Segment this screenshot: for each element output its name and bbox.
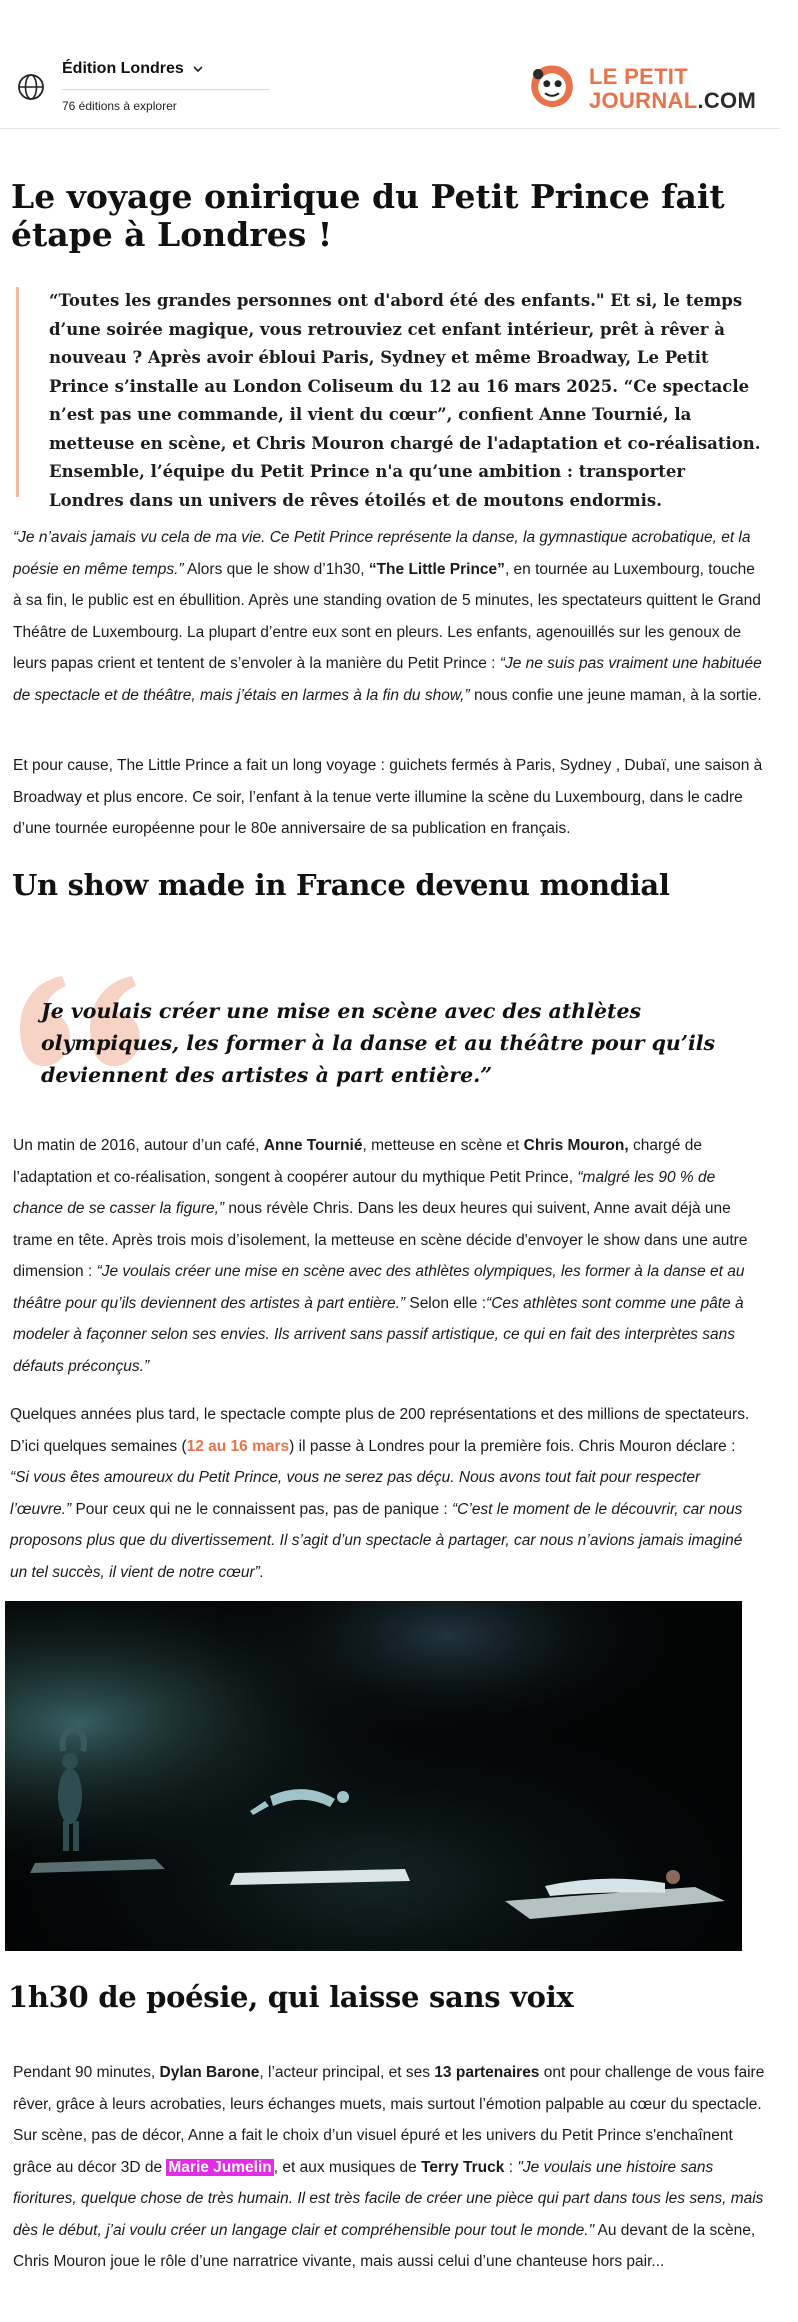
site-header bbox=[0, 0, 780, 129]
logo-mascot-icon bbox=[525, 62, 579, 114]
section-heading-1: Un show made in France devenu mondial bbox=[12, 868, 670, 902]
globe-icon[interactable] bbox=[16, 72, 46, 102]
marie-jumelin-link[interactable]: Marie Jumelin bbox=[168, 2158, 272, 2176]
lead-text: “Toutes les grandes personnes ont d'abord été des enfants." Et si, le temps d’une soirée magique, vous retrouviez cet enfant intérieur, prêt à rêver à nouveau ? Après avoir ébloui Paris, Sydney et même Broadway, Le Petit Prince s’installe au London Coliseum du 12 au 16 mars 2025. “Ce spectacle n’est pas une commande, il vient du cœur”, confient Anne Tournié, la metteuse en scène, et Chris Mouron chargé de l'adaptation et co-réalisation. Ensemble, l’équipe du Petit Prince n'a qu’une ambition : transporter Londres dans un univers de rêves étoilés et de moutons endormis. bbox=[49, 291, 761, 510]
article-lead bbox=[16, 287, 761, 510]
paragraph-2: Et pour cause, The Little Prince a fait un long voyage : guichets fermés à Paris, Sydney , Dubaï, une saison à Broadway et plus encore. Ce soir, l’enfant à la tenue verte illumine la scène du Luxembourg, dans le cadre d’une tournée européenne pour le 80e anniversaire de sa publication en français. bbox=[13, 757, 763, 837]
paragraph-5: Pendant 90 minutes, Dylan Barone, l’acteur principal, et ses 13 partenaires ont pour challenge de vous faire rêver, grâce à leurs acrobaties, leurs échanges muets, mais surtout l’émotion palpable au cœur du spectacle. Sur scène, pas de décor, Anne a fait le choix d’un visuel épuré et les univers du Petit Prince s'enchaînent grâce au décor 3D de Marie Jumelin , et aux musiques de Terry Truck : "Je voulais une histoire sans fioritures, quelque chose de très humain. Il est très facile de créer une pièce qui part dans tous les sens, mais dès le début, j’ai voulu créer un langage clair et compréhensible pour tout le monde." Au devant de la scène, Chris Mouron joue le rôle d’une narratrice vivante, mais aussi celui d’une chanteuse hors pair... bbox=[13, 2064, 765, 2270]
site-logo[interactable] bbox=[525, 58, 755, 118]
article-title: Le voyage onirique du Petit Prince fait étape à Londres ! bbox=[11, 177, 725, 254]
edition-selector[interactable] bbox=[62, 60, 204, 78]
edition-divider bbox=[62, 89, 270, 90]
editions-count: 76 éditions à explorer bbox=[62, 99, 177, 113]
paragraph-3: Un matin de 2016, autour d’un café, Anne Tournié, metteuse en scène et Chris Mouron, chargé de l’adaptation et co-réalisation, songent à coopérer autour du mythique Petit Prince, “malgré les 90 % de chance de se casser la figure,” nous révèle Chris. Dans les deux heures qui suivent, Anne avait déjà une trame en tête. Après trois mois d’isolement, la metteuse en scène décide d'envoyer le show dans une autre dimension : “Je voulais créer une mise en scène avec des athlètes olympiques, les former à la danse et au théâtre pour qu’ils deviennent des artistes à part entière.” Selon elle :“Ces athlètes sont comme une pâte à modeler à façonner selon ses envies. Ils arrivent sans passif artistique, ce qui en fait des interprètes sans défauts préconçus.” bbox=[13, 1137, 748, 1375]
logo-text-top: LE PETIT bbox=[589, 64, 688, 89]
paragraph-1: “Je n’avais jamais vu cela de ma vie. Ce Petit Prince représente la danse, la gymnastique acrobatique, et la poésie en même temps.” Alors que le show d’1h30, “The Little Prince”, en tournée au Luxembourg, touche à sa fin, le public est en ébullition. Après une standing ovation de 5 minutes, les spectateurs quittent le Grand Théâtre de Luxembourg. La plupart d’entre eux sont en pleurs. Les enfants, agenouillés sur les genoux de leurs papas crient et tentent de s’envoler à la manière du Petit Prince : “Je ne suis pas vraiment une habituée de spectacle et de théâtre, mais j’étais en larmes à la fin du show,” nous confie une jeune maman, à la sortie. bbox=[13, 529, 762, 704]
edition-label: Édition Londres bbox=[62, 60, 184, 77]
chevron-down-icon bbox=[192, 63, 204, 75]
paragraph-4: Quelques années plus tard, le spectacle compte plus de 200 représentations et des millions de spectateurs. D’ici quelques semaines (12 au 16 mars) il passe à Londres pour la première fois. Chris Mouron déclare : “Si vous êtes amoureux du Petit Prince, vous ne serez pas déçu. Nous avons tout fait pour respecter l’œuvre.” Pour ceux qui ne le connaissent pas, pas de panique : “C’est le moment de le découvrir, car nous proposons plus que du divertissement. Il s’agit d’un spectacle à partager, car nous n’avions jamais imaginé un tel succès, il vient de notre cœur”. bbox=[10, 1406, 750, 1581]
article-photo bbox=[5, 1601, 742, 1951]
pull-quote: Je voulais créer une mise en scène avec des athlètes olympiques, les former à la danse et au théâtre pour qu’ils deviennent des artistes à part entière.” bbox=[41, 999, 716, 1087]
stage-scene-image bbox=[5, 1601, 742, 1951]
date-link[interactable]: 12 au 16 mars bbox=[186, 1437, 290, 1455]
section-heading-2: 1h30 de poésie, qui laisse sans voix bbox=[8, 1980, 574, 2014]
logo-text-bottom: JOURNAL.COM bbox=[589, 88, 757, 113]
